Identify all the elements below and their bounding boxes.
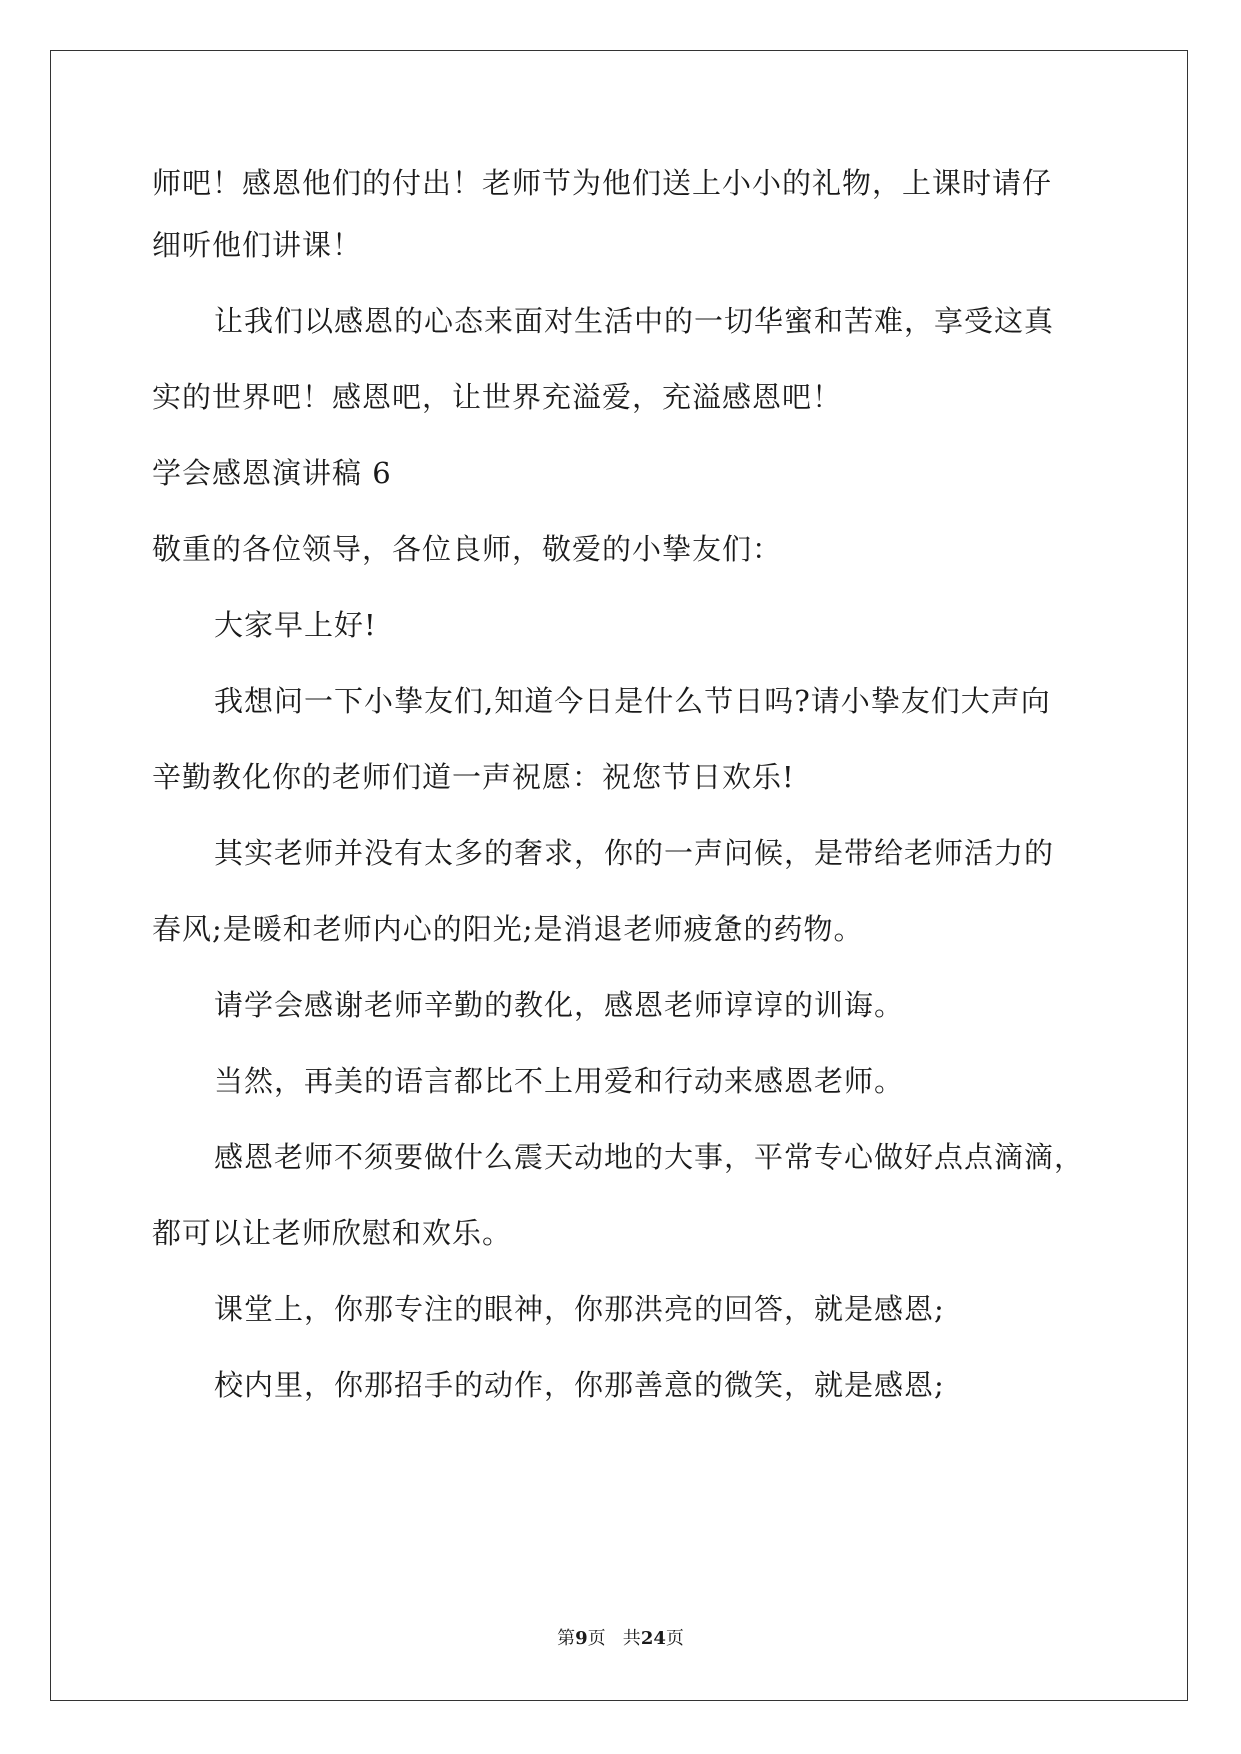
paragraph-line: 春风;是暖和老师内心的阳光;是消退老师疲惫的药物。 bbox=[152, 912, 864, 946]
paragraph-line: 当然，再美的语言都比不上用爱和行动来感恩老师。 bbox=[214, 1064, 905, 1098]
paragraph-line: 课堂上，你那专注的眼神，你那洪亮的回答，就是感恩; bbox=[214, 1292, 945, 1326]
current-page-number: 9 bbox=[575, 1628, 588, 1649]
paragraph-line: 都可以让老师欣慰和欢乐。 bbox=[152, 1216, 513, 1250]
footer-suffix: 页 bbox=[665, 1628, 684, 1649]
salutation-line: 敬重的各位领导，各位良师，敬爱的小挚友们： bbox=[152, 532, 783, 566]
paragraph-line: 请学会感谢老师辛勤的教化，感恩老师谆谆的训诲。 bbox=[214, 988, 905, 1022]
paragraph-line: 实的世界吧！感恩吧，让世界充溢爱，充溢感恩吧！ bbox=[152, 380, 843, 414]
paragraph-line: 让我们以感恩的心态来面对生活中的一切华蜜和苦难，享受这真 bbox=[214, 304, 1055, 338]
paragraph-line: 感恩老师不须要做什么震天动地的大事，平常专心做好点点滴滴， bbox=[214, 1140, 1085, 1174]
section-heading: 学会感恩演讲稿 6 bbox=[152, 456, 392, 490]
paragraph-line: 我想问一下小挚友们,知道今日是什么节日吗?请小挚友们大声向 bbox=[214, 684, 1051, 718]
paragraph-line: 辛勤教化你的老师们道一声祝愿：祝您节日欢乐! bbox=[152, 760, 795, 794]
paragraph-line: 师吧！感恩他们的付出！老师节为他们送上小小的礼物，上课时请仔 bbox=[152, 166, 1053, 200]
paragraph-line: 细听他们讲课！ bbox=[152, 228, 363, 262]
footer-prefix: 第 bbox=[557, 1628, 576, 1649]
footer-middle: 页 共 bbox=[587, 1628, 641, 1649]
page-footer bbox=[0, 1627, 1241, 1651]
total-page-count: 24 bbox=[640, 1628, 666, 1649]
paragraph-line: 校内里，你那招手的动作，你那善意的微笑，就是感恩; bbox=[214, 1368, 945, 1402]
paragraph-line: 大家早上好! bbox=[214, 608, 377, 642]
paragraph-line: 其实老师并没有太多的奢求，你的一声问候，是带给老师活力的 bbox=[214, 836, 1055, 870]
page-border bbox=[50, 50, 1188, 1701]
